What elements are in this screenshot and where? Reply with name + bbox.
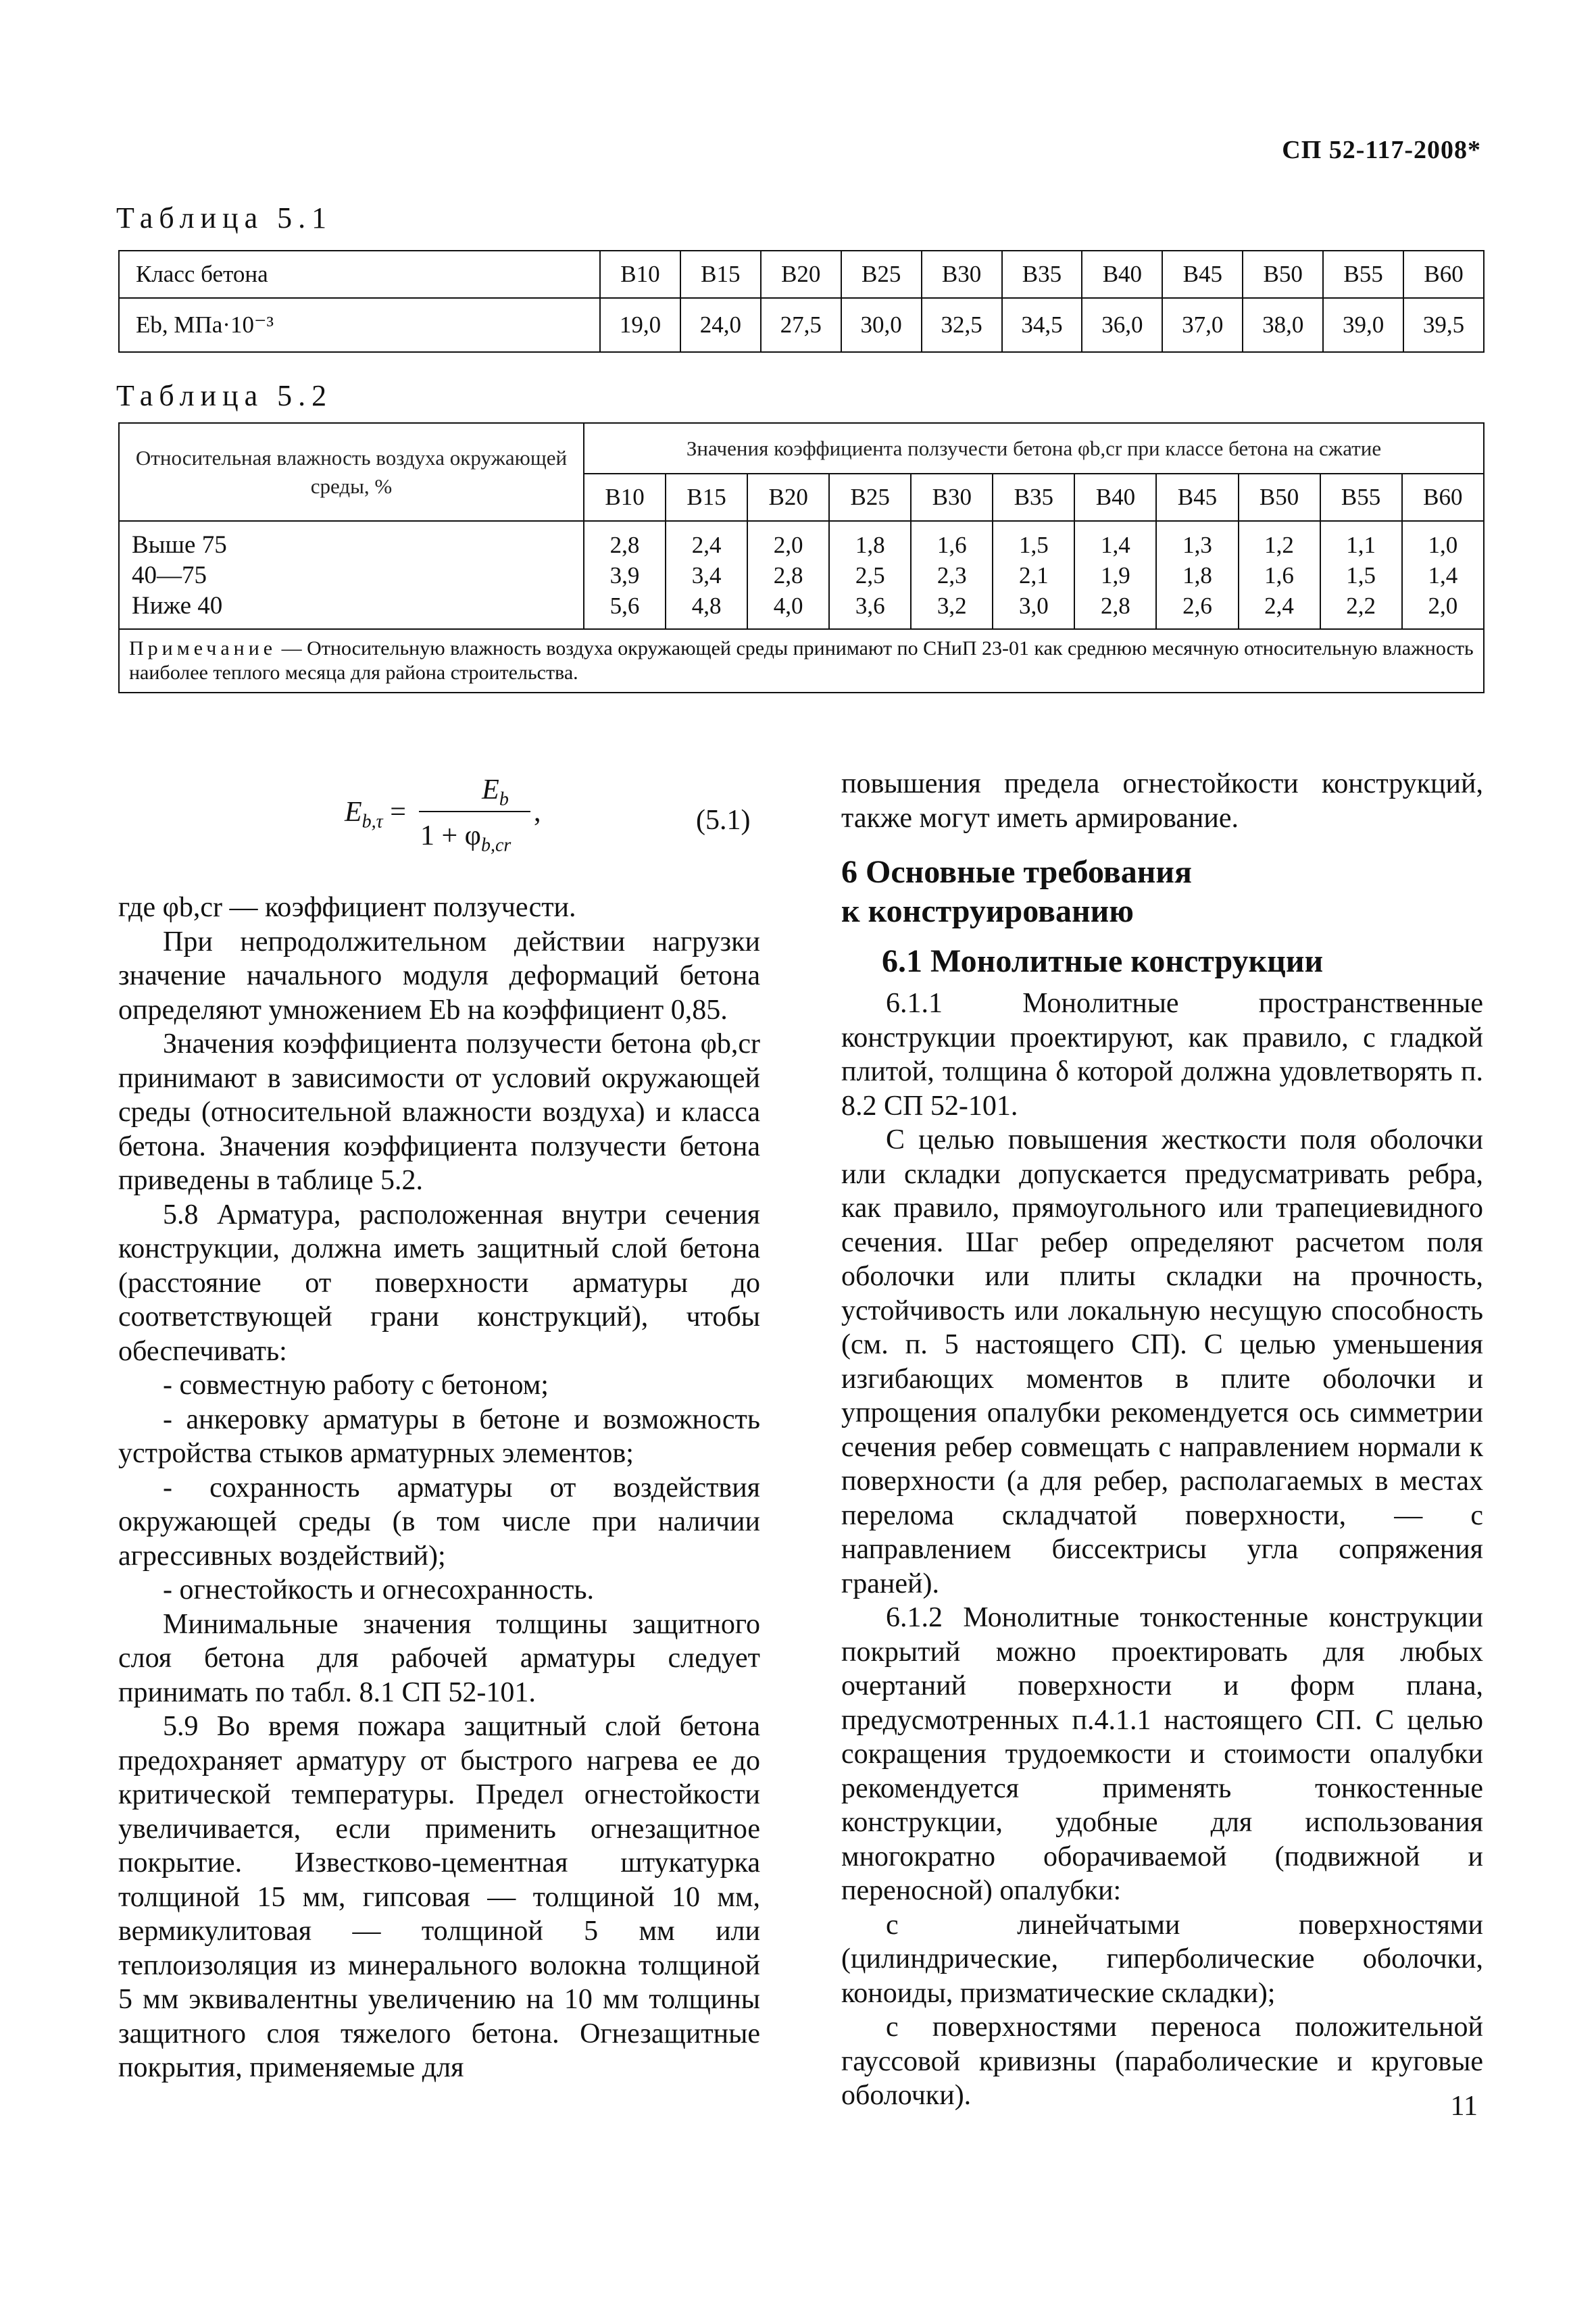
value: 1,6 bbox=[1264, 562, 1294, 589]
class-cell: B55 bbox=[1323, 251, 1403, 298]
class-cell: B15 bbox=[680, 251, 761, 298]
class-cell: B35 bbox=[1002, 251, 1082, 298]
humidity-header: Относительная влажность воздуха окружающей среды, % bbox=[119, 423, 584, 521]
class-cell: B50 bbox=[1239, 474, 1320, 521]
value: 2,4 bbox=[691, 531, 722, 558]
table-5-1-row-label-eb: Eb, МПа·10⁻³ bbox=[119, 298, 600, 352]
value: 1,5 bbox=[1346, 562, 1376, 589]
value-column bbox=[1074, 521, 1156, 629]
value: 2,5 bbox=[855, 562, 885, 589]
paragraph: С целью повышения жесткости поля оболочки или складки допускается предусматривать ребра, как правило, прямоугольного или трапециевидного сечения. Шаг ребер определяют расчетом поля оболочки или плиты складки на прочность, устойчивость или локальную несущую способность (см. п. 5 настоящего СП). С целью уменьшения изгибающих моментов в плите оболочки и упрощения опалубки рекомендуется ось симметрии сечения ребер совмещать с направлением нормали к поверхности (а для ребер, располагаемых в местах перелома складчатой поверхности, — с направлением биссектрисы угла сопряжения граней). bbox=[841, 1124, 1483, 1599]
formula-numerator bbox=[458, 774, 532, 810]
value-column bbox=[829, 521, 911, 629]
value: 3,0 bbox=[1018, 592, 1049, 619]
value: 2,0 bbox=[773, 531, 803, 558]
value: 2,8 bbox=[1101, 592, 1130, 619]
value: 1,3 bbox=[1182, 531, 1212, 558]
value: 1,5 bbox=[1018, 531, 1049, 558]
note-label: Примечание bbox=[129, 637, 277, 659]
row-label: Ниже 40 bbox=[132, 591, 223, 620]
value: 2,1 bbox=[1018, 562, 1049, 589]
value: 2,6 bbox=[1182, 592, 1212, 619]
value-cell: 34,5 bbox=[1002, 298, 1082, 352]
table-5-1-row-label-class: Класс бетона bbox=[119, 251, 600, 298]
row-label: 40—75 bbox=[132, 561, 207, 589]
class-cell: B60 bbox=[1402, 474, 1484, 521]
value-cell: 27,5 bbox=[761, 298, 841, 352]
value: 1,4 bbox=[1101, 531, 1130, 558]
row-label: Выше 75 bbox=[132, 530, 227, 559]
value: 5,6 bbox=[609, 592, 640, 619]
value: 3,6 bbox=[855, 592, 885, 619]
right-column bbox=[841, 767, 1483, 2113]
value: 1,2 bbox=[1264, 531, 1294, 558]
value: 2,2 bbox=[1346, 592, 1376, 619]
left-column bbox=[118, 891, 760, 2085]
list-item: - сохранность арматуры от воздействия окружающей среды (в том числе при наличии агрессивных воздействий); bbox=[118, 1472, 760, 1572]
value-column bbox=[747, 521, 829, 629]
value-cell: 19,0 bbox=[600, 298, 680, 352]
formula-lhs-sub: b,τ bbox=[361, 811, 383, 832]
class-cell: B45 bbox=[1162, 251, 1243, 298]
value-cell: 36,0 bbox=[1082, 298, 1162, 352]
paragraph-5-9: 5.9 Во время пожара защитный слой бетона предохраняет арматуру от быстрого нагрева ее до критической температуры. Предел огнестойкости увеличивается, если применить огнезащитное покрытие. Известково-цементная штукатурка толщиной 15 мм, гипсовая — толщиной 10 мм, вермикулитовая — толщиной 5 мм или теплоизоляция из минерального волокна толщиной 5 мм эквивалентны увеличению на 10 мм толщины защитного слоя тяжелого бетона. Огнезащитные покрытия, применяемые для bbox=[118, 1711, 760, 2083]
formula-comma: , bbox=[534, 797, 541, 828]
value-cell: 39,0 bbox=[1323, 298, 1403, 352]
value: 2,3 bbox=[937, 562, 967, 589]
value-column bbox=[1156, 521, 1238, 629]
paragraph-6-1-1: 6.1.1 Монолитные пространственные конструкции проектируют, как правило, с гладкой плитой, толщина δ которой должна удовлетворять п. 8.2 СП 52-101. bbox=[841, 988, 1483, 1122]
formula-lhs: $E_{b,\tau}$ = bbox=[345, 797, 406, 832]
value-cell: 30,0 bbox=[841, 298, 922, 352]
paragraph-continuation: повышения предела огнестойкости конструкций, также могут иметь армирование. bbox=[841, 768, 1483, 834]
value: 2,4 bbox=[1264, 592, 1294, 619]
class-cell: B45 bbox=[1156, 474, 1238, 521]
value-cell: 32,5 bbox=[922, 298, 1002, 352]
formula-den-text: 1 + φ bbox=[420, 820, 481, 851]
formula-num-sub: b bbox=[499, 789, 509, 810]
list-item: с поверхностями переноса положительной гауссовой кривизны (параболические и круговые оболочки). bbox=[841, 2012, 1483, 2111]
value-column bbox=[993, 521, 1074, 629]
value-cell: 39,5 bbox=[1403, 298, 1484, 352]
formula-num-symbol: E bbox=[482, 774, 499, 805]
list-item: - огнестойкость и огнесохранность. bbox=[163, 1574, 595, 1605]
page-number: 11 bbox=[1450, 2091, 1478, 2122]
class-cell: B25 bbox=[841, 251, 922, 298]
paragraph-6-1-2: 6.1.2 Монолитные тонкостенные конструкции покрытий можно проектировать для любых очертаний поверхности и форм плана, предусмотренных п.4.1.1 настоящего СП. С целью сокращения трудоемкости и стоимости опалубки рекомендуется применять тонкостенные конструкции, удобные для использования многократно оборачиваемой (подвижной и переносной) опалубки: bbox=[841, 1602, 1483, 1906]
list-item: - совместную работу с бетоном; bbox=[163, 1370, 549, 1401]
formula-lhs-symbol: E bbox=[345, 797, 362, 828]
table-5-2-caption: Таблица 5.2 bbox=[116, 379, 333, 412]
value: 3,2 bbox=[937, 592, 967, 619]
value: 1,8 bbox=[1182, 562, 1212, 589]
paragraph-5-8: 5.8 Арматура, расположенная внутри сечения конструкции, должна иметь защитный слой бетона (расстояние от поверхности арматуры до соответствующей грани конструкций), чтобы обеспечивать: bbox=[118, 1199, 760, 1367]
value: 2,0 bbox=[1428, 592, 1458, 619]
section-6-1-heading: 6.1 Монолитные конструкции bbox=[882, 943, 1324, 979]
humidity-labels bbox=[119, 521, 584, 629]
list-item: с линейчатыми поверхностями (цилиндрические, гиперболические оболочки, коноиды, призматические складки); bbox=[841, 1909, 1483, 2009]
class-cell: B55 bbox=[1320, 474, 1402, 521]
value-column bbox=[1320, 521, 1402, 629]
list-item: - анкеровку арматуры в бетоне и возможность устройства стыков арматурных элементов; bbox=[118, 1403, 760, 1469]
value-column bbox=[1402, 521, 1484, 629]
value-cell: 24,0 bbox=[680, 298, 761, 352]
value-column bbox=[666, 521, 747, 629]
value-column bbox=[911, 521, 993, 629]
class-cell: B20 bbox=[747, 474, 829, 521]
where-line: где φb,cr — коэффициент ползучести. bbox=[118, 892, 576, 923]
class-cell: B15 bbox=[666, 474, 747, 521]
table-5-2 bbox=[118, 422, 1485, 693]
value: 1,6 bbox=[937, 531, 967, 558]
class-cell: B50 bbox=[1243, 251, 1323, 298]
value: 3,4 bbox=[691, 562, 722, 589]
section-6-heading-line2: к конструированию bbox=[841, 893, 1134, 929]
value-cell: 38,0 bbox=[1243, 298, 1323, 352]
value: 4,0 bbox=[773, 592, 803, 619]
table-5-1 bbox=[118, 250, 1485, 353]
section-6-heading-line1: 6 Основные требования bbox=[841, 854, 1192, 890]
value: 3,9 bbox=[609, 562, 640, 589]
class-cell: B20 bbox=[761, 251, 841, 298]
class-cell: B10 bbox=[584, 474, 666, 521]
paragraph: Значения коэффициента ползучести бетона φb,cr принимают в зависимости от условий окружающей среды (относительной влажности воздуха) и класса бетона. Значения коэффициента ползучести бетона приведены в таблице 5.2. bbox=[118, 1028, 760, 1196]
table-5-1-caption: Таблица 5.1 bbox=[116, 201, 333, 234]
note-text: — Относительную влажность воздуха окружающей среды принимают по СНиП 23-01 как среднюю месячную относительную влажность наиболее теплого месяца для района строительства. bbox=[129, 637, 1474, 684]
class-cell: B10 bbox=[600, 251, 680, 298]
value: 2,8 bbox=[609, 531, 640, 558]
class-cell: B40 bbox=[1082, 251, 1162, 298]
value: 1,9 bbox=[1101, 562, 1130, 589]
class-cell: B30 bbox=[922, 251, 1002, 298]
class-cell: B35 bbox=[993, 474, 1074, 521]
formula-denominator bbox=[420, 820, 511, 856]
document-code: СП 52-117-2008* bbox=[1282, 136, 1481, 164]
value-column bbox=[584, 521, 666, 629]
paragraph: Минимальные значения толщины защитного слоя бетона для рабочей арматуры следует принимать по табл. 8.1 СП 52-101. bbox=[118, 1608, 760, 1708]
value: 4,8 bbox=[691, 592, 722, 619]
class-cell: B25 bbox=[829, 474, 911, 521]
formula-den-sub: b,cr bbox=[480, 835, 512, 856]
table-note bbox=[119, 629, 1484, 693]
value: 1,1 bbox=[1346, 531, 1376, 558]
section-6-heading bbox=[841, 853, 1483, 931]
class-cell: B40 bbox=[1074, 474, 1156, 521]
creep-coefficient-header: Значения коэффициента ползучести бетона φb,cr при классе бетона на сжатие bbox=[584, 423, 1484, 474]
class-cell: B60 bbox=[1403, 251, 1484, 298]
formula-number: (5.1) bbox=[696, 805, 751, 836]
value-column bbox=[1239, 521, 1320, 629]
class-cell: B30 bbox=[911, 474, 993, 521]
value: 2,8 bbox=[773, 562, 803, 589]
value: 1,4 bbox=[1428, 562, 1458, 589]
paragraph: При непродолжительном действии нагрузки значение начального модуля деформаций бетона определяют умножением Eb на коэффициент 0,85. bbox=[118, 926, 760, 1026]
value-cell: 37,0 bbox=[1162, 298, 1243, 352]
fraction-bar bbox=[419, 811, 530, 812]
value: 1,8 bbox=[855, 531, 885, 558]
value: 1,0 bbox=[1428, 531, 1458, 558]
